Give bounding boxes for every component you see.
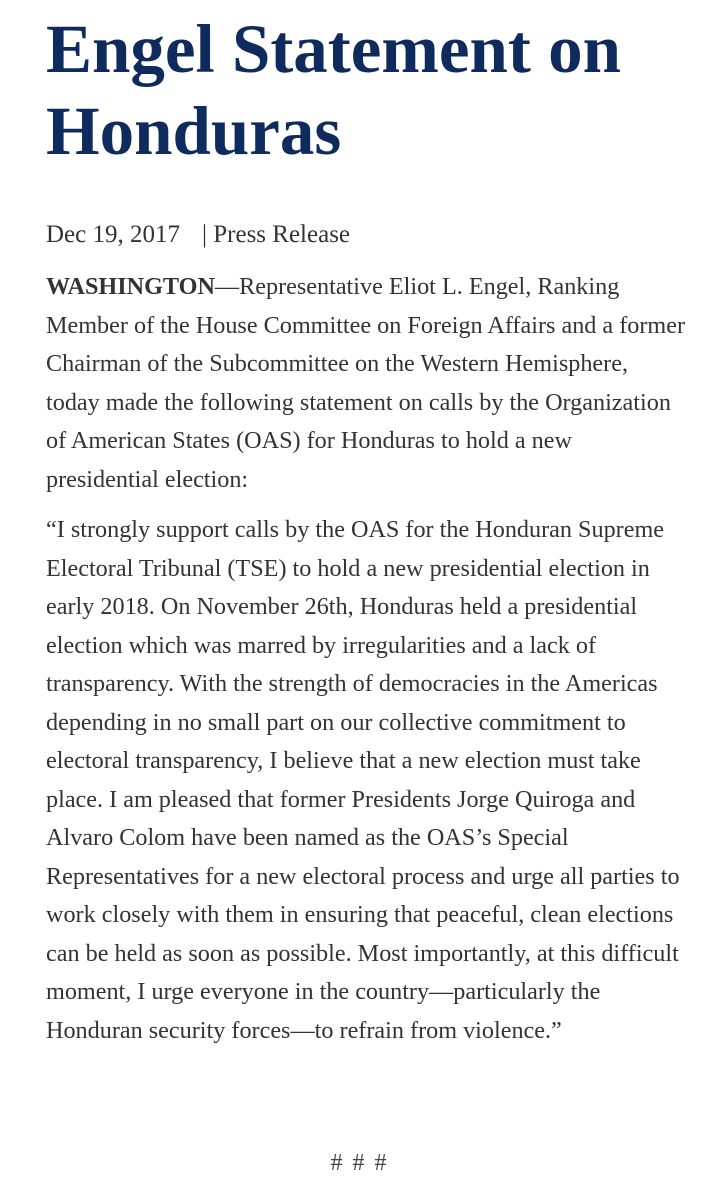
intro-text: —Representative Eliot L. Engel, Ranking Member of the House Committee on Foreign Affairs and a former Chairman of the Subcommittee on the Western Hemisphere, today made the following statement on calls by the Organization of American States (OAS) for Honduras to hold a new presidential election: xyxy=(46,273,686,493)
end-mark: # # # xyxy=(330,1150,389,1176)
dateline: WASHINGTON xyxy=(46,273,215,300)
publish-date: Dec 19, 2017 xyxy=(46,221,180,248)
title-line-2: Honduras xyxy=(46,93,342,169)
article-meta xyxy=(46,220,719,250)
intro-paragraph xyxy=(46,268,686,499)
title-line-1: Engel Statement on xyxy=(46,11,621,87)
quote-paragraph: “I strongly support calls by the OAS for the Honduran Supreme Electoral Tribunal (TSE) to hold a new presidential election in early 2018. On November 26th, Honduras held a presidential election which was marred by irregularities and a lack of transparency. With the strength of democracies in the Americas depending in no small part on our collective commitment to electoral transparency, I believe that a new election must take place. I am pleased that former Presidents Jorge Quiroga and Alvaro Colom have been named as the OAS’s Special Representatives for a new electoral process and urge all parties to work closely with them in ensuring that peaceful, clean elections can be held as soon as possible. Most importantly, at this difficult moment, I urge everyone in the country—particularly the Honduran security forces—to refrain from violence.” xyxy=(46,516,680,1044)
article-category: | Press Release xyxy=(202,221,351,248)
page-title xyxy=(46,8,696,172)
